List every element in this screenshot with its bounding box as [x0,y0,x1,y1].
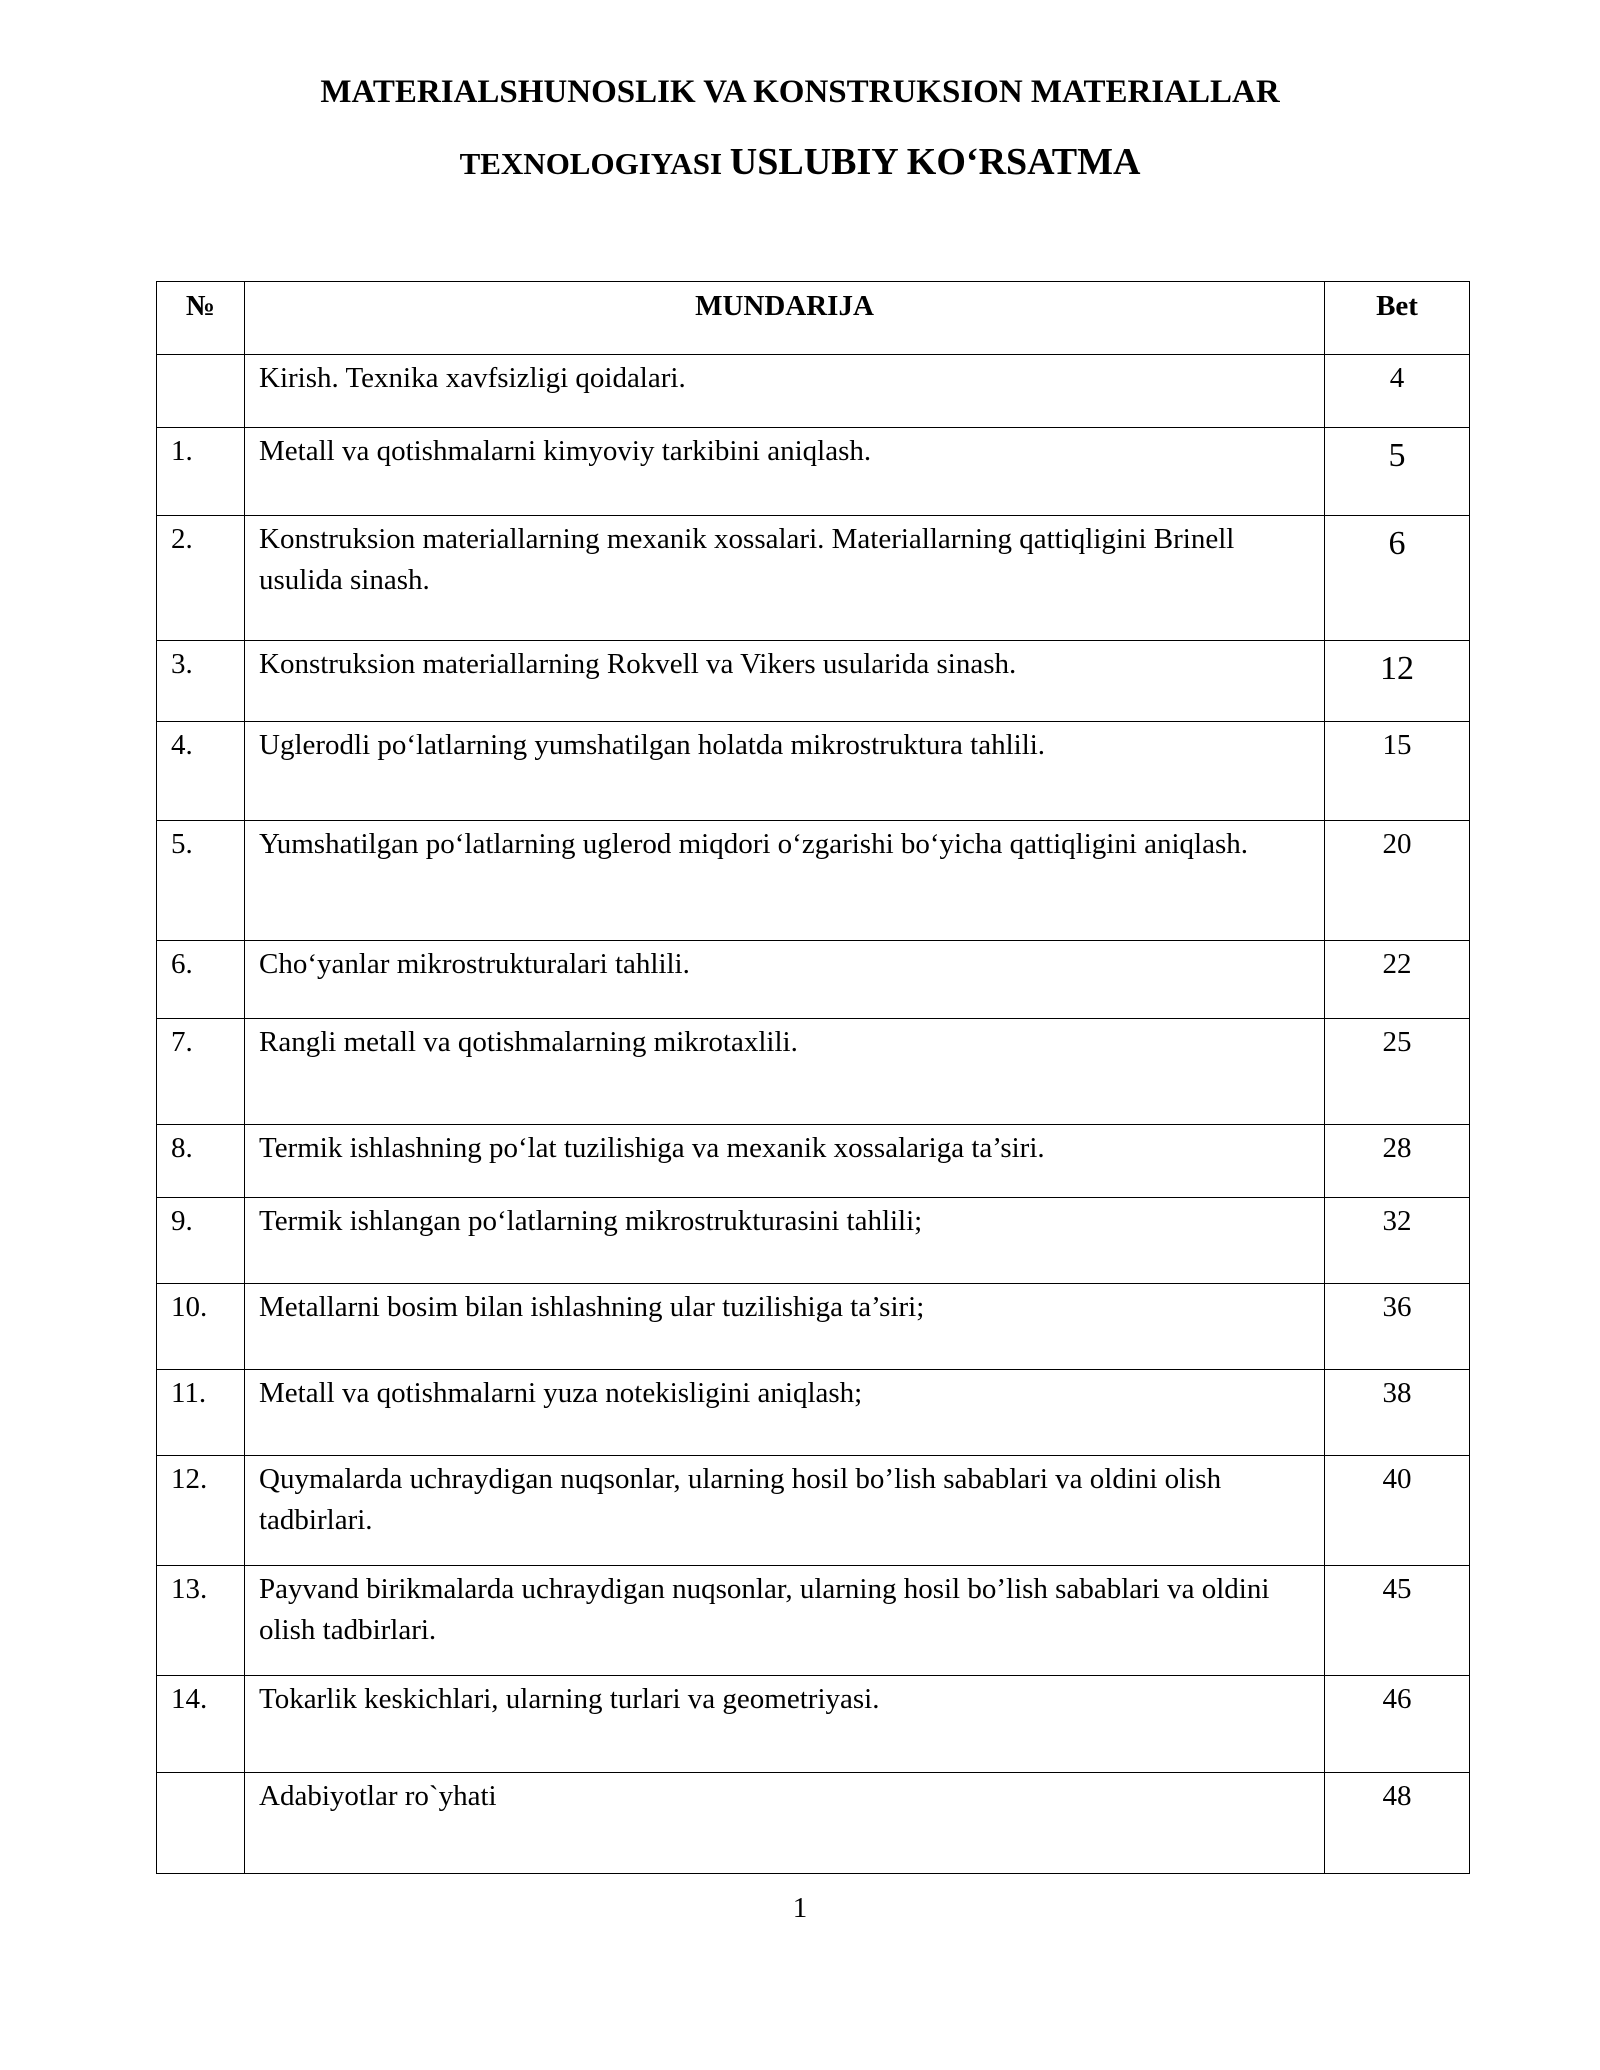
toc-row-number: 5. [157,821,245,941]
table-row [157,722,1470,821]
toc-row-number: 3. [157,641,245,722]
toc-row-number: 14. [157,1676,245,1773]
toc-row-title: Termik ishlashning po‘lat tuzilishiga va mexanik xossalariga ta’siri. [245,1125,1325,1198]
toc-row-page: 12 [1325,641,1470,722]
toc-header-row [157,282,1470,355]
toc-row-page: 5 [1325,428,1470,516]
table-row [157,1773,1470,1874]
toc-header-number: № [157,282,245,355]
toc-row-page: 25 [1325,1019,1470,1125]
table-of-contents [156,281,1470,1874]
table-row [157,1125,1470,1198]
table-row [157,1019,1470,1125]
table-row [157,516,1470,641]
toc-row-number: 2. [157,516,245,641]
toc-header-page: Bet [1325,282,1470,355]
document-title-line-1: MATERIALSHUNOSLIK VA KONSTRUKSION MATERIALLAR [320,74,1280,110]
toc-row-title: Tokarlik keskichlari, ularning turlari va geometriyasi. [245,1676,1325,1773]
toc-row-number: 4. [157,722,245,821]
toc-row-title: Cho‘yanlar mikrostrukturalari tahlili. [245,941,1325,1019]
document-title-line-2 [0,140,1600,184]
table-row [157,1284,1470,1370]
toc-row-title: Konstruksion materiallarning Rokvell va Vikers usularida sinash. [245,641,1325,722]
table-row [157,1566,1470,1676]
toc-row-title: Termik ishlangan po‘latlarning mikrostrukturasini tahlili; [245,1198,1325,1284]
toc-row-title: Metall va qotishmalarni kimyoviy tarkibini aniqlash. [245,428,1325,516]
table-row [157,641,1470,722]
toc-row-title: Metallarni bosim bilan ishlashning ular tuzilishiga ta’siri; [245,1284,1325,1370]
toc-row-number: 8. [157,1125,245,1198]
table-row [157,355,1470,428]
toc-row-title: Payvand birikmalarda uchraydigan nuqsonlar, ularning hosil bo’lish sabablari va oldini olish tadbirlari. [245,1566,1325,1676]
toc-row-title: Adabiyotlar ro`yhati [245,1773,1325,1874]
toc-row-title: Uglerodli po‘latlarning yumshatilgan holatda mikrostruktura tahlili. [245,722,1325,821]
toc-row-page: 36 [1325,1284,1470,1370]
toc-row-page: 46 [1325,1676,1470,1773]
toc-row-page: 45 [1325,1566,1470,1676]
table-row [157,1676,1470,1773]
table-row [157,428,1470,516]
toc-row-title: Quymalarda uchraydigan nuqsonlar, ularning hosil bo’lish sabablari va oldini olish tadbirlari. [245,1456,1325,1566]
toc-row-number: 13. [157,1566,245,1676]
toc-row-page: 20 [1325,821,1470,941]
toc-header-title: MUNDARIJA [245,282,1325,355]
toc-row-page: 15 [1325,722,1470,821]
toc-row-number [157,355,245,428]
table-row [157,1370,1470,1456]
toc-row-title: Kirish. Texnika xavfsizligi qoidalari. [245,355,1325,428]
toc-row-title: Yumshatilgan po‘latlarning uglerod miqdori o‘zgarishi bo‘yicha qattiqligini aniqlash. [245,821,1325,941]
toc-row-page: 4 [1325,355,1470,428]
toc-row-number: 10. [157,1284,245,1370]
toc-row-number [157,1773,245,1874]
toc-row-page: 32 [1325,1198,1470,1284]
toc-row-page: 6 [1325,516,1470,641]
table-row [157,941,1470,1019]
toc-row-number: 12. [157,1456,245,1566]
toc-row-number: 7. [157,1019,245,1125]
table-row [157,1456,1470,1566]
toc-row-page: 28 [1325,1125,1470,1198]
toc-row-number: 9. [157,1198,245,1284]
toc-row-page: 48 [1325,1773,1470,1874]
toc-row-number: 1. [157,428,245,516]
toc-row-number: 11. [157,1370,245,1456]
toc-row-page: 38 [1325,1370,1470,1456]
toc-row-page: 40 [1325,1456,1470,1566]
page-number: 1 [792,1892,808,1924]
title-line-2-suffix: USLUBIY KO‘RSATMA [729,141,1141,183]
table-row [157,1198,1470,1284]
toc-row-page: 22 [1325,941,1470,1019]
toc-row-number: 6. [157,941,245,1019]
table-row [157,821,1470,941]
toc-row-title: Metall va qotishmalarni yuza notekisligini aniqlash; [245,1370,1325,1456]
toc-row-title: Rangli metall va qotishmalarning mikrotaxlili. [245,1019,1325,1125]
title-line-2-prefix: TEXNOLOGIYASI [459,146,730,181]
toc-row-title: Konstruksion materiallarning mexanik xossalari. Materiallarning qattiqligini Brinell usulida sinash. [245,516,1325,641]
